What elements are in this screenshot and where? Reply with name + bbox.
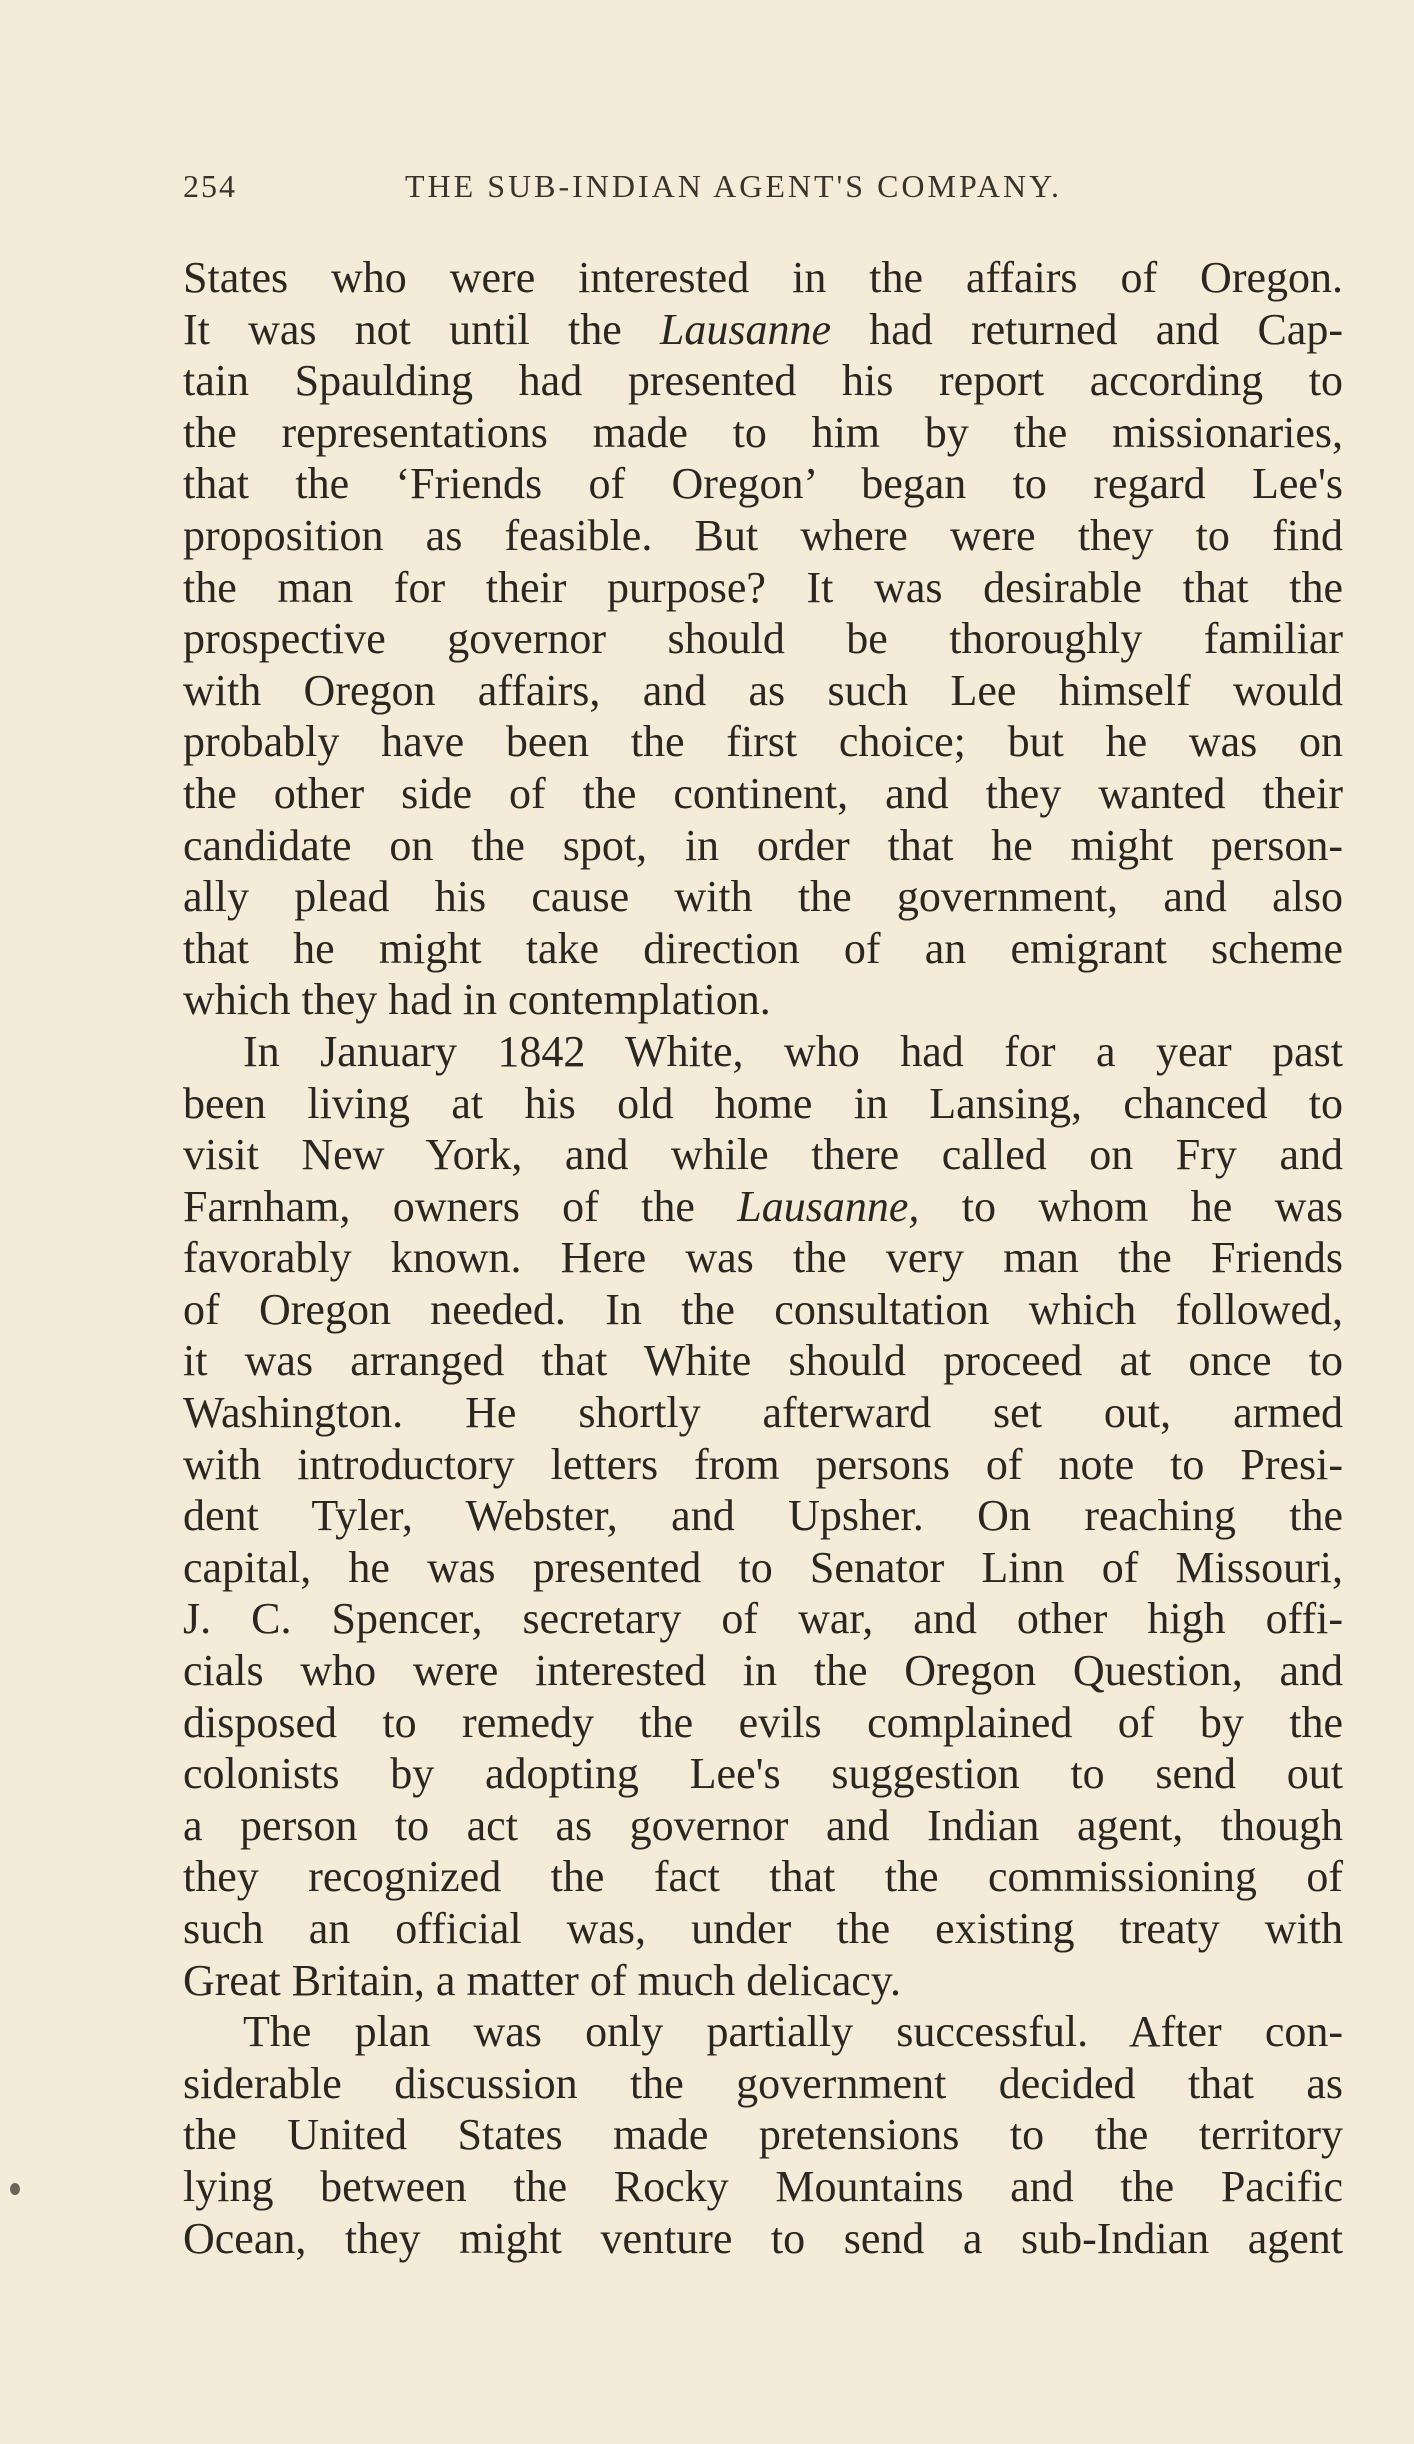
text-line: proposition as feasible. But where were they to find [183, 510, 1343, 560]
text-line: of Oregon needed. In the consultation which followed, [183, 1284, 1343, 1334]
text-line [183, 304, 1343, 356]
paragraph-start-line: In January 1842 White, who had for a year past [243, 1026, 1343, 1076]
text-line: that he might take direction of an emigrant scheme [183, 923, 1343, 973]
ship-name-italic: Lausanne, [737, 1181, 920, 1231]
paragraph-start-line: The plan was only partially successful. After con- [243, 2007, 1343, 2057]
running-title: THE SUB-INDIAN AGENT'S COMPANY. [405, 168, 1063, 204]
text-line: tain Spaulding had presented his report according to [183, 356, 1343, 406]
text-segment: Farnham, owners of the [183, 1181, 738, 1231]
paragraph-end-line: which they had in contemplation. [183, 975, 771, 1025]
text-line: with introductory letters from persons of note to Presi- [183, 1439, 1343, 1489]
body-text [183, 252, 1343, 2264]
text-line: cials who were interested in the Oregon Question, and [183, 1646, 1343, 1696]
text-line: with Oregon affairs, and as such Lee himself would [183, 665, 1343, 715]
ship-name-italic: Lausanne [659, 304, 832, 354]
text-line: colonists by adopting Lee's suggestion to send out [183, 1749, 1343, 1799]
text-line: prospective governor should be thoroughly familiar [183, 614, 1343, 664]
text-line: the representations made to him by the missionaries, [183, 407, 1343, 457]
text-line: been living at his old home in Lansing, chanced to [183, 1078, 1343, 1128]
text-line: States who were interested in the affairs of Oregon. [183, 253, 1343, 302]
text-line: the United States made pretensions to the territory [183, 2110, 1343, 2160]
text-line: lying between the Rocky Mountains and the Pacific [183, 2161, 1343, 2211]
text-line: that the ‘Friends of Oregon’ began to regard Lee's [183, 459, 1343, 509]
running-head [183, 168, 1348, 218]
text-line: probably have been the first choice; but he was on [183, 717, 1343, 767]
text-line: Washington. He shortly afterward set out, armed [183, 1388, 1343, 1438]
paragraph-end-line: Great Britain, a matter of much delicacy. [183, 1955, 901, 2005]
text-line: the other side of the continent, and they wanted their [183, 768, 1343, 818]
text-line: such an official was, under the existing treaty with [183, 1904, 1343, 1953]
text-segment: It was not until the [183, 304, 660, 354]
text-line: a person to act as governor and Indian agent, though [183, 1800, 1343, 1850]
text-line: they recognized the fact that the commissioning of [183, 1852, 1343, 1902]
text-segment: had returned and Cap- [831, 304, 1343, 354]
text-line: favorably known. Here was the very man the Friends [183, 1233, 1343, 1283]
text-line: capital, he was presented to Senator Linn of Missouri, [183, 1542, 1343, 1592]
text-line: it was arranged that White should proceed at once to [183, 1336, 1343, 1386]
text-line [183, 1181, 1343, 1233]
text-line: Ocean, they might venture to send a sub-Indian agent [183, 2213, 1343, 2263]
text-line: J. C. Spencer, secretary of war, and other high offi- [183, 1594, 1343, 1644]
page-number: 254 [183, 168, 237, 204]
text-segment: to whom he was [919, 1181, 1343, 1231]
text-line: ally plead his cause with the government, and also [183, 872, 1343, 922]
text-line: candidate on the spot, in order that he might person- [183, 820, 1343, 870]
text-line: disposed to remedy the evils complained of by the [183, 1697, 1343, 1747]
ink-speck [10, 2183, 20, 2195]
text-line: dent Tyler, Webster, and Upsher. On reaching the [183, 1491, 1343, 1541]
text-line: visit New York, and while there called on Fry and [183, 1130, 1343, 1180]
text-line: siderable discussion the government decided that as [183, 2058, 1343, 2108]
text-line: the man for their purpose? It was desirable that the [183, 562, 1343, 612]
